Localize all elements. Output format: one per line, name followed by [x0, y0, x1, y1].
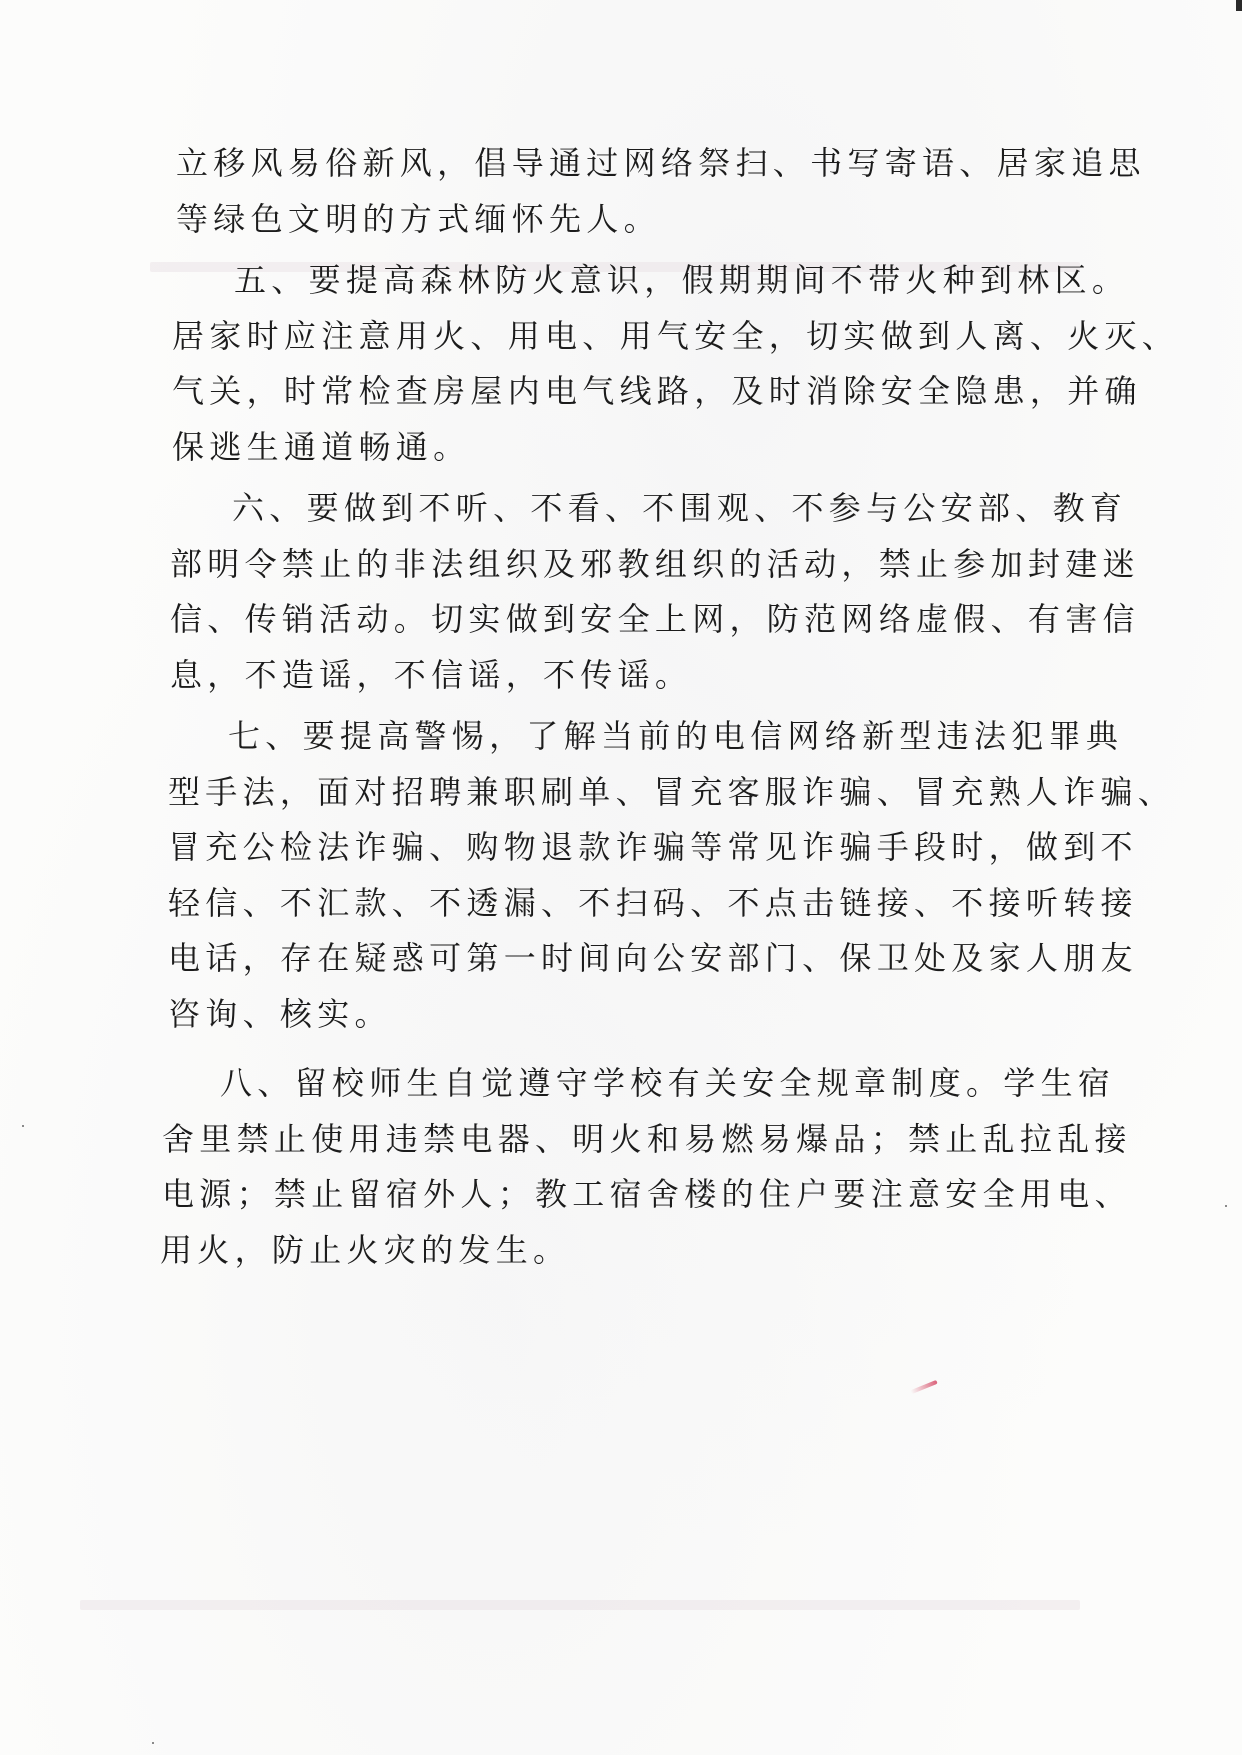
text-line: 咨询、核实。 [168, 994, 392, 1033]
text-line: 冒充公检法诈骗、购物退款诈骗等常见诈骗手段时，做到不 [168, 828, 1138, 866]
text-line: 保逃生通道畅通。 [172, 427, 471, 466]
text-line: 等绿色文明的方式缅怀先人。 [176, 199, 661, 238]
paragraph-item-8 [160, 1056, 1132, 1278]
text-line: 部明令禁止的非法组织及邪教组织的活动，禁止参加封建迷 [170, 544, 1140, 583]
scan-corner-mark [1236, 0, 1242, 11]
scan-speck [1225, 1205, 1227, 1207]
text-line: 轻信、不汇款、不透漏、不扫码、不点击链接、不接听转接 [168, 883, 1138, 922]
bleed-through-band [80, 1600, 1080, 1610]
text-line: 电源；禁止留宿外人；教工宿舍楼的住户要注意安全用电、 [162, 1175, 1132, 1213]
text-line: 息，不造谣，不信谣，不传谣。 [170, 655, 693, 694]
text-line: 型手法，面对招聘兼职刷单、冒充客服诈骗、冒充熟人诈骗、 [168, 772, 1176, 811]
scan-speck [22, 1125, 24, 1127]
paragraph-item-5 [168, 253, 1180, 475]
paragraph-item-7 [168, 709, 1176, 1042]
scan-speck [152, 1742, 154, 1744]
text-line: 七、要提高警惕，了解当前的电信网络新型违法犯罪典 [228, 717, 1124, 755]
text-line: 五、要提高森林防火意识，假期期间不带火种到林区。 [234, 261, 1130, 299]
text-line: 居家时应注意用火、用电、用气安全，切实做到人离、火灭、 [172, 316, 1180, 355]
paragraph-item-6 [168, 481, 1140, 703]
text-line: 信、传销活动。切实做到安全上网，防范网络虚假、有害信 [170, 600, 1140, 638]
text-line: 舍里禁止使用违禁电器、明火和易燃易爆品；禁止乱拉乱接 [162, 1119, 1132, 1158]
red-pen-mark [910, 1380, 937, 1394]
text-line: 电话，存在疑惑可第一时间向公安部门、保卫处及家人朋友 [168, 939, 1138, 977]
text-line: 立移风易俗新风，倡导通过网络祭扫、书写寄语、居家追思 [176, 144, 1146, 182]
paragraph-continuation [168, 136, 1146, 247]
text-line: 八、留校师生自觉遵守学校有关安全规章制度。学生宿 [220, 1064, 1116, 1102]
text-line: 用火，防止火灾的发生。 [160, 1230, 571, 1269]
text-line: 气关，时常检查房屋内电气线路，及时消除安全隐患，并确 [172, 372, 1142, 410]
document-body [160, 136, 1180, 1278]
text-line: 六、要做到不听、不看、不围观、不参与公安部、教育 [232, 489, 1128, 527]
